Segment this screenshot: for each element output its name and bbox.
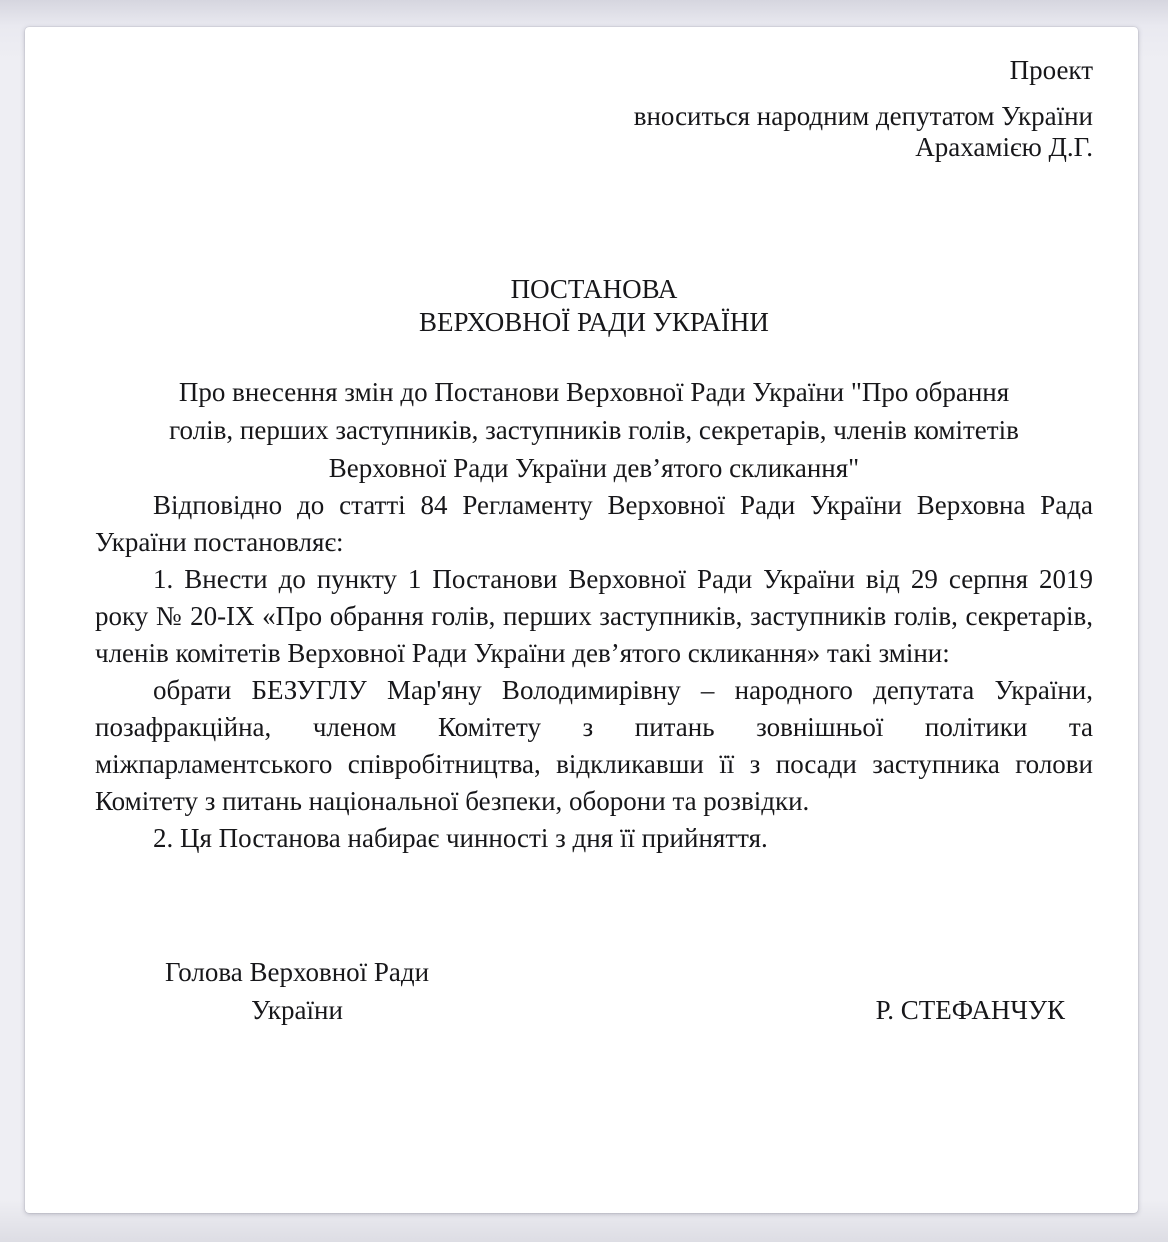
amendment-paragraph: 1. Внести до пункту 1 Постанови Верховної Ради України від 29 серпня 2019 року № 20-IX «Про обрання голів, перших заступників, заступників голів, секретарів, членів комітетів Верховної Ради України дев’ятого скликання» такі зміни: <box>95 564 1093 668</box>
signatory-position <box>165 953 429 1029</box>
signatory-name: Р. СТЕФАНЧУК <box>875 995 1065 1025</box>
document-subject <box>95 373 1093 487</box>
signatory-position-line-2: України <box>251 995 343 1025</box>
title-line-1: ПОСТАНОВА <box>510 274 678 304</box>
preamble-paragraph: Відповідно до статті 84 Регламенту Верховної Ради України Верховна Рада України постановляє: <box>95 490 1093 557</box>
draft-label: Проект <box>1009 55 1093 85</box>
document-page <box>25 27 1138 1213</box>
submitted-by-line: вноситься народним депутатом України <box>633 101 1093 131</box>
header-block <box>95 55 1093 163</box>
signature-block <box>95 953 1093 1029</box>
subject-line-3: Верховної Ради України дев’ятого скликання" <box>328 453 860 483</box>
subject-line-2: голів, перших заступників, заступників голів, секретарів, членів комітетів <box>169 415 1019 445</box>
submitted-by-name: Арахамією Д.Г. <box>915 132 1093 162</box>
election-paragraph: обрати БЕЗУГЛУ Мар'яну Володимирівну – народного депутата України, позафракційна, членом Комітету з питань зовнішньої політики та міжпарламентського співробітництва, відкликавши її з посади заступника голови Комітету з питань національної безпеки, оборони та розвідки. <box>95 675 1093 816</box>
subject-line-1: Про внесення змін до Постанови Верховної Ради України "Про обрання <box>178 377 1010 407</box>
title-line-2: ВЕРХОВНОЇ РАДИ УКРАЇНИ <box>419 307 769 337</box>
effective-date-paragraph: 2. Ця Постанова набирає чинності з дня її прийняття. <box>153 823 768 853</box>
signatory-position-line-1: Голова Верховної Ради <box>165 957 430 987</box>
document-title <box>95 273 1093 339</box>
